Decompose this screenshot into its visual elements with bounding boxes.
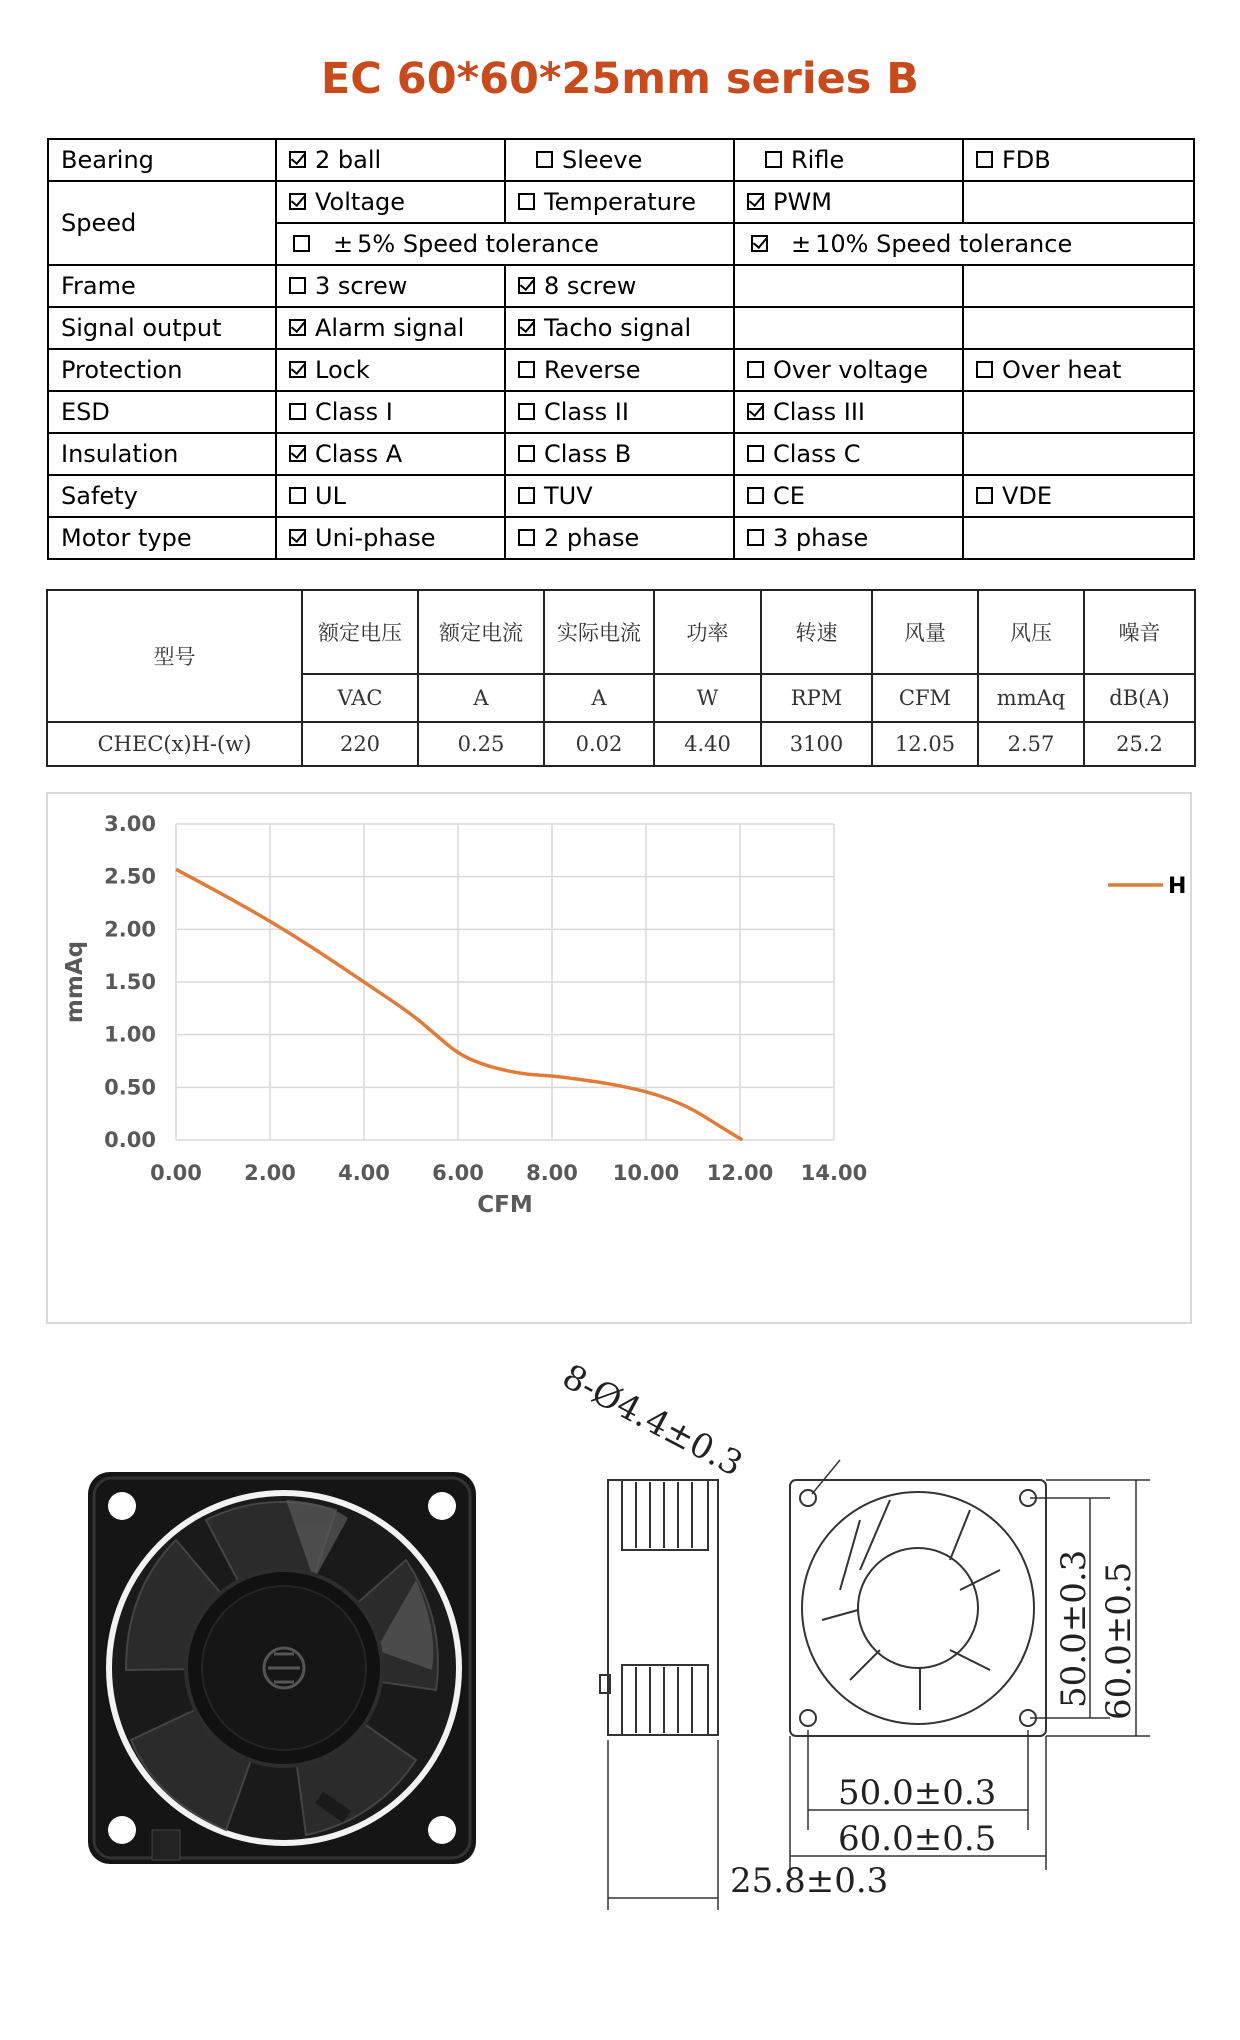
option-lock[interactable]: Lock (289, 356, 370, 384)
header-airflow: 风量 (872, 590, 978, 674)
option-2-ball[interactable]: 2 ball (289, 146, 381, 174)
row-label: ESD (48, 391, 276, 433)
option-3-phase[interactable]: 3 phase (747, 524, 868, 552)
spec-row-protection (48, 349, 1194, 391)
header-pressure: 风压 (978, 590, 1084, 674)
checkbox-unchecked[interactable] (518, 529, 535, 546)
option-uni-phase[interactable]: Uni-phase (289, 524, 436, 552)
checkbox-unchecked[interactable] (518, 445, 535, 462)
option-class-ii[interactable]: Class II (518, 398, 629, 426)
x-tick-label: 14.00 (800, 1161, 868, 1185)
spec-row-safety (48, 475, 1194, 517)
row-label: Signal output (48, 307, 276, 349)
option-3-screw[interactable]: 3 screw (289, 272, 407, 300)
y-tick-label: 1.00 (104, 1022, 156, 1047)
y-axis-label: mmAq (62, 940, 88, 1024)
x-tick-label: 2.00 (244, 1161, 296, 1185)
row-label: Protection (48, 349, 276, 391)
mount-hole (428, 1816, 456, 1844)
unit-cell: A (544, 674, 654, 722)
checkbox-unchecked[interactable] (289, 277, 306, 294)
spec-row-insulation (48, 433, 1194, 475)
value-cell: 12.05 (872, 722, 978, 766)
unit-cell: CFM (872, 674, 978, 722)
option-ul[interactable]: UL (289, 482, 346, 510)
unit-cell: W (654, 674, 761, 722)
checkbox-unchecked[interactable] (976, 151, 993, 168)
checkbox-checked[interactable] (289, 529, 306, 546)
checkbox-checked[interactable] (289, 445, 306, 462)
checkbox-checked[interactable] (747, 193, 764, 210)
option-reverse[interactable]: Reverse (518, 356, 640, 384)
dim-inner-height: 50.0±0.3 (1054, 1549, 1094, 1708)
value-cell: 0.02 (544, 722, 654, 766)
header-power: 功率 (654, 590, 761, 674)
checkbox-unchecked[interactable] (518, 487, 535, 504)
y-tick-label: 0.00 (104, 1128, 156, 1152)
checkbox-unchecked[interactable] (976, 487, 993, 504)
option-over-voltage[interactable]: Over voltage (747, 356, 928, 384)
checkbox-unchecked[interactable] (976, 361, 993, 378)
front-view (790, 1480, 1046, 1736)
model-header: 型号 (47, 590, 302, 722)
x-tick-label: 6.00 (432, 1161, 484, 1185)
option-class-a[interactable]: Class A (289, 440, 402, 468)
checkbox-unchecked[interactable] (518, 403, 535, 420)
option-voltage[interactable]: Voltage (289, 188, 405, 216)
mount-hole (428, 1492, 456, 1520)
checkbox-unchecked[interactable] (536, 151, 553, 168)
header-noise: 噪音 (1084, 590, 1195, 674)
option-rifle[interactable]: Rifle (765, 146, 844, 174)
spec-row-motor (48, 517, 1194, 559)
option-vde[interactable]: VDE (976, 482, 1052, 510)
cable-exit (152, 1830, 180, 1860)
option-10pct-tolerance[interactable]: ± 10% Speed tolerance (751, 230, 1072, 258)
value-cell: 3100 (761, 722, 872, 766)
y-tick-label: 2.00 (104, 917, 156, 942)
option-8-screw[interactable]: 8 screw (518, 272, 636, 300)
value-cell: 220 (302, 722, 418, 766)
checkbox-checked[interactable] (289, 151, 306, 168)
checkbox-unchecked[interactable] (293, 235, 310, 252)
option-tacho-signal[interactable]: Tacho signal (518, 314, 691, 342)
option-over-heat[interactable]: Over heat (976, 356, 1121, 384)
row-label: Frame (48, 265, 276, 307)
option-fdb[interactable]: FDB (976, 146, 1051, 174)
row-label: Bearing (48, 139, 276, 181)
unit-cell: dB(A) (1084, 674, 1195, 722)
side-view (600, 1480, 718, 1735)
checkbox-unchecked[interactable] (518, 193, 535, 210)
spec-row-speed (48, 181, 1194, 223)
value-cell: 25.2 (1084, 722, 1195, 766)
pq-chart (46, 792, 1192, 1324)
page-title: EC 60*60*25mm series B (320, 54, 920, 104)
row-label: Motor type (48, 517, 276, 559)
unit-cell: VAC (302, 674, 418, 722)
y-tick-label: 0.50 (104, 1075, 156, 1100)
x-tick-label: 10.00 (612, 1161, 680, 1185)
header-rated-voltage: 额定电压 (302, 590, 418, 674)
spec-table (47, 138, 1195, 560)
header-speed: 转速 (761, 590, 872, 674)
series-line-H (176, 869, 742, 1140)
option-class-i[interactable]: Class I (289, 398, 393, 426)
header-actual-current: 实际电流 (544, 590, 654, 674)
dim-outer-height: 60.0±0.5 (1099, 1561, 1139, 1720)
option-sleeve[interactable]: Sleeve (536, 146, 642, 174)
x-tick-label: 0.00 (150, 1161, 202, 1185)
option-tuv[interactable]: TUV (518, 482, 593, 510)
fan-photo (86, 1470, 478, 1870)
value-cell: 2.57 (978, 722, 1084, 766)
option-alarm-signal[interactable]: Alarm signal (289, 314, 464, 342)
pq-chart-svg (48, 794, 1194, 1326)
model-cell: CHEC(x)H-(w) (47, 722, 302, 766)
checkbox-checked[interactable] (751, 235, 768, 252)
checkbox-unchecked[interactable] (765, 151, 782, 168)
row-label: Speed (48, 181, 276, 265)
option-pwm[interactable]: PWM (747, 188, 832, 216)
header-rated-current: 额定电流 (418, 590, 544, 674)
spec-row-signal (48, 307, 1194, 349)
unit-cell: mmAq (978, 674, 1084, 722)
option-5pct-tolerance[interactable]: ± 5% Speed tolerance (293, 230, 599, 258)
y-tick-label: 3.00 (104, 812, 156, 836)
checkbox-checked[interactable] (518, 277, 535, 294)
checkbox-checked[interactable] (747, 403, 764, 420)
checkbox-unchecked[interactable] (747, 487, 764, 504)
checkbox-unchecked[interactable] (747, 361, 764, 378)
mount-hole (108, 1492, 136, 1520)
checkbox-checked[interactable] (289, 319, 306, 336)
y-tick-label: 2.50 (104, 864, 156, 889)
spec-row-esd (48, 391, 1194, 433)
legend-label: H (1168, 874, 1187, 899)
option-ce[interactable]: CE (747, 482, 805, 510)
unit-cell: RPM (761, 674, 872, 722)
mount-hole (108, 1816, 136, 1844)
checkbox-unchecked[interactable] (289, 487, 306, 504)
option-class-c[interactable]: Class C (747, 440, 861, 468)
x-tick-label: 12.00 (706, 1161, 774, 1185)
technical-drawing (555, 1356, 1180, 1901)
checkbox-unchecked[interactable] (289, 403, 306, 420)
spec-row-bearing (48, 139, 1194, 181)
x-axis-label: CFM (477, 1192, 533, 1218)
unit-cell: A (418, 674, 544, 722)
x-tick-label: 4.00 (338, 1161, 390, 1185)
checkbox-unchecked[interactable] (747, 529, 764, 546)
checkbox-checked[interactable] (289, 361, 306, 378)
option-temperature[interactable]: Temperature (518, 188, 696, 216)
dim-outer-width: 60.0±0.5 (838, 1819, 997, 1859)
value-cell: 4.40 (654, 722, 761, 766)
y-tick-label: 1.50 (104, 970, 156, 994)
x-tick-label: 8.00 (526, 1161, 578, 1185)
hole-note: 8-Ø4.4±0.3 (555, 1356, 750, 1485)
parameter-table (46, 589, 1196, 767)
checkbox-unchecked[interactable] (747, 445, 764, 462)
value-cell: 0.25 (418, 722, 544, 766)
hub-logo-icon (264, 1648, 304, 1688)
dim-inner-width: 50.0±0.3 (838, 1773, 997, 1813)
option-class-b[interactable]: Class B (518, 440, 631, 468)
checkbox-checked[interactable] (289, 193, 306, 210)
option-class-iii[interactable]: Class III (747, 398, 865, 426)
option-2-phase[interactable]: 2 phase (518, 524, 639, 552)
dim-depth: 25.8±0.3 (730, 1861, 889, 1901)
row-label: Safety (48, 475, 276, 517)
checkbox-checked[interactable] (518, 319, 535, 336)
row-label: Insulation (48, 433, 276, 475)
spec-row-frame (48, 265, 1194, 307)
checkbox-unchecked[interactable] (518, 361, 535, 378)
